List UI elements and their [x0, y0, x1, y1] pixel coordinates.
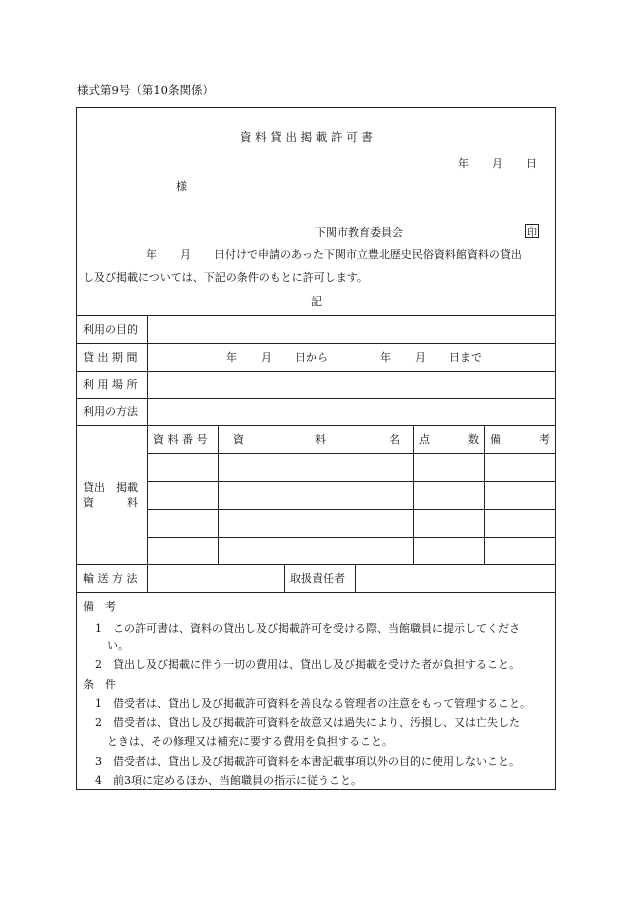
rule-materials-row2: [147, 481, 556, 482]
header-material-name-1: 資: [233, 433, 244, 446]
rule-purpose-bottom: [76, 343, 556, 344]
period-to-year: 年: [380, 351, 391, 364]
condition-2: 2 借受者は、貸出し及び掲載許可資料を故意又は過失により、汚損し、又は亡失した: [95, 716, 520, 729]
rule-transport-bottom: [76, 592, 556, 593]
rule-materials-bottom: [76, 564, 556, 565]
body-line2: し及び掲載については、下記の条件のもとに許可します。: [83, 271, 368, 284]
condition-1: 1 借受者は、貸出し及び掲載許可資料を善良なる管理者の注意をもって管理すること。: [95, 697, 531, 710]
body-year: 年: [146, 248, 157, 261]
note-2: 2 貸出し及び掲載に伴う一切の費用は、貸出し及び掲載を受けた者が負担すること。: [95, 658, 520, 671]
label-purpose: 利用の目的: [83, 323, 138, 336]
rule-name-column: [413, 425, 414, 564]
header-remarks-1: 備: [490, 433, 501, 446]
period-to-day: 日まで: [449, 351, 482, 364]
period-from-month: 月: [261, 351, 272, 364]
ki-marker: 記: [311, 295, 322, 308]
header-quantity-1: 点: [419, 433, 430, 446]
header-quantity-2: 数: [468, 433, 479, 446]
date-day: 日: [526, 157, 537, 170]
label-period: 貸 出 期 間: [83, 351, 138, 364]
header-remarks-2: 考: [539, 433, 550, 446]
rule-materials-row1: [147, 453, 556, 454]
label-handler: 取扱責任者: [290, 572, 345, 585]
rule-period-bottom: [76, 371, 556, 372]
label-transport: 輸 送 方 法: [83, 572, 138, 585]
body-month: 月: [180, 248, 191, 261]
date-month: 月: [492, 157, 503, 170]
addressee-suffix: 様: [176, 180, 187, 193]
label-materials-1: 貸出 掲載: [83, 481, 138, 494]
rule-transport-value: [284, 564, 285, 592]
body-line1: 日付けで申請のあった下関市立豊北歴史民俗資料館資料の貸出: [214, 248, 522, 261]
rule-header-bottom: [76, 315, 556, 316]
issuer-name: 下関市教育委員会: [315, 226, 403, 239]
form-number-label: 様式第9号（第10条関係）: [77, 83, 214, 97]
condition-3: 3 借受者は、貸出し及び掲載許可資料を本書記載事項以外の目的に使用しないこと。: [95, 755, 520, 768]
label-method: 利用の方法: [83, 405, 138, 418]
seal-mark: 印: [525, 224, 539, 238]
rule-materials-row3: [147, 509, 556, 510]
header-material-number: 資 料 番 号: [153, 433, 208, 446]
document-title: 資 料 貸 出 掲 載 許 可 書: [240, 130, 373, 144]
note-1-cont: い。: [107, 639, 129, 652]
period-from-year: 年: [226, 351, 237, 364]
label-place: 利 用 場 所: [83, 378, 138, 391]
notes-heading: 備 考: [83, 600, 116, 613]
note-1: 1 この許可書は、資料の貸出し及び掲載許可を受ける際、当館職員に提示してくださ: [95, 622, 520, 635]
rule-qty-column: [484, 425, 485, 564]
condition-4: 4 前3項に定めるほか、当館職員の指示に従うこと。: [95, 774, 362, 787]
label-materials-2: 資 料: [83, 496, 138, 509]
period-from-day: 日から: [295, 351, 328, 364]
rule-number-column: [218, 425, 219, 564]
rule-label-column: [147, 315, 148, 592]
date-year: 年: [458, 157, 469, 170]
header-material-name-3: 名: [389, 433, 400, 446]
rule-materials-row4: [147, 537, 556, 538]
rule-place-bottom: [76, 398, 556, 399]
rule-handler-label: [355, 564, 356, 592]
period-to-month: 月: [415, 351, 426, 364]
header-material-name-2: 料: [315, 433, 326, 446]
conditions-heading: 条 件: [83, 678, 116, 691]
condition-2-cont: ときは、その修理又は補充に要する費用を負担すること。: [107, 735, 393, 748]
